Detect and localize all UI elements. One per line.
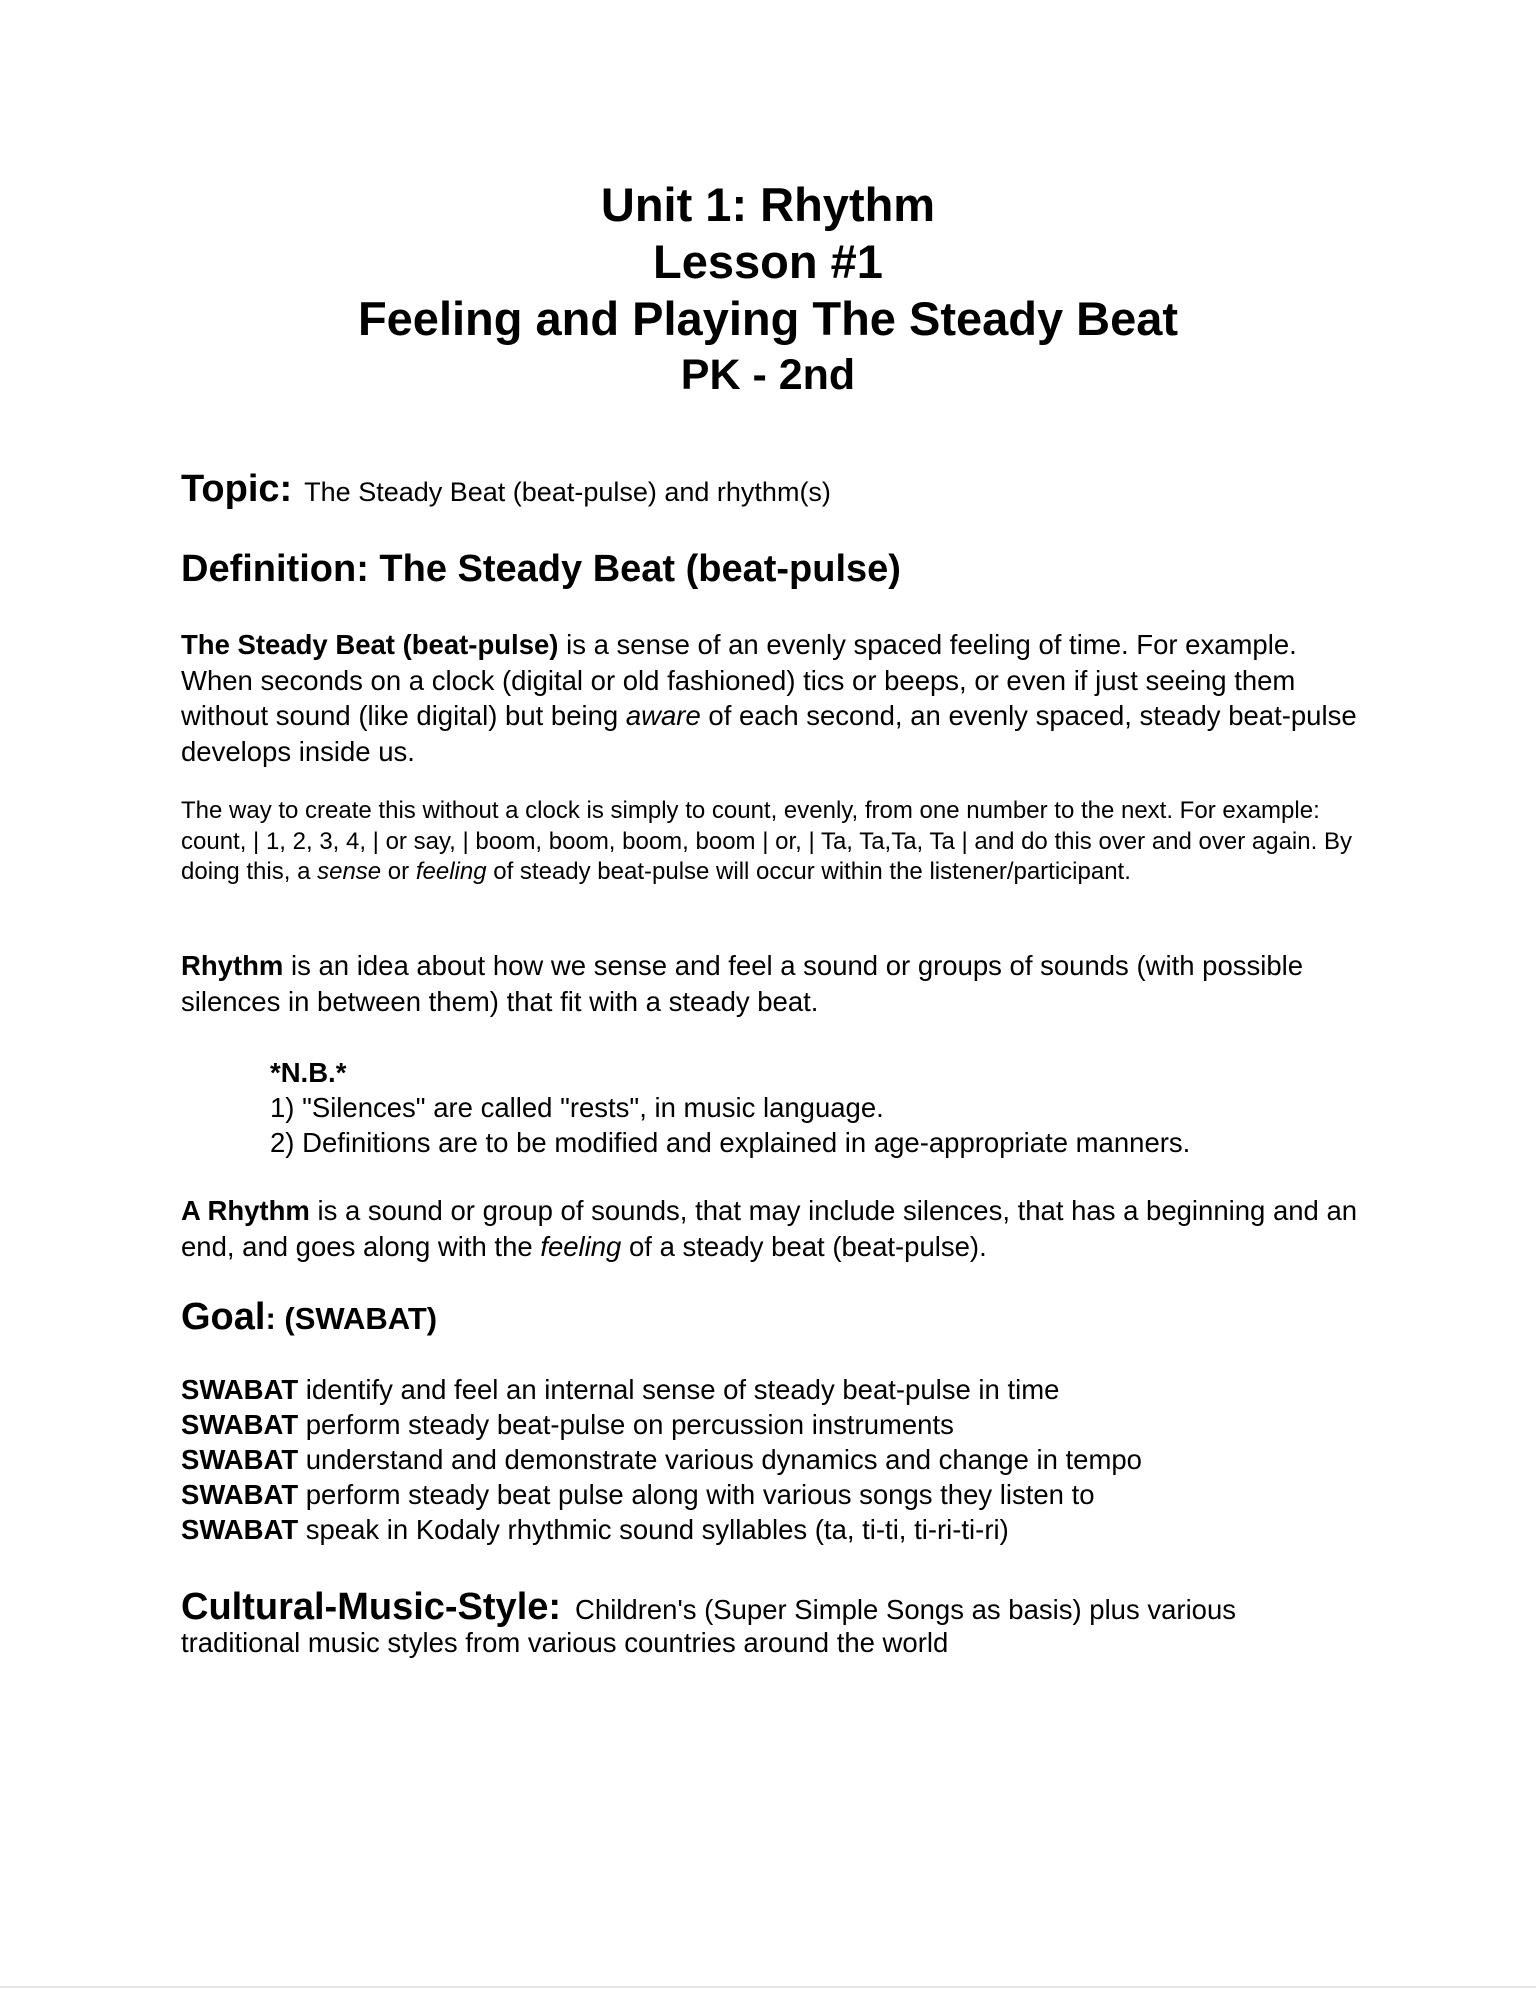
rhythm-paragraph	[181, 948, 1361, 1019]
emphasis-text: sense	[317, 858, 382, 885]
paragraph-text: The way to create this without a clock is simply to count, evenly, from one number to the next. For example: count, | 1, 2, 3, 4, | or say, | boom, boom, boom, boom | or, | Ta, Ta,Ta, Ta | and do this over and over again. By doing this, a	[181, 797, 1352, 885]
goal-prefix: SWABAT	[181, 1514, 299, 1545]
topic-line	[181, 462, 1361, 519]
goal-item	[181, 1407, 1361, 1442]
emphasis-text: aware	[625, 700, 701, 731]
culture-text-continued: traditional music styles from various countries around the world	[181, 1627, 949, 1658]
goal-text: understand and demonstrate various dynamics and change in tempo	[298, 1444, 1142, 1475]
counting-paragraph	[181, 796, 1361, 888]
steady-beat-paragraph	[181, 627, 1361, 769]
unit-title: Unit 1: Rhythm	[600, 178, 936, 231]
lesson-number: Lesson #1	[653, 235, 883, 288]
a-rhythm-paragraph	[181, 1193, 1361, 1264]
steady-beat-term: The Steady Beat (beat-pulse)	[181, 629, 559, 660]
goals-list	[181, 1372, 1361, 1547]
goal-heading	[181, 1291, 1361, 1345]
goal-prefix: SWABAT	[181, 1444, 299, 1475]
topic-label: Topic:	[181, 468, 293, 510]
paragraph-text: of a steady beat (beat-pulse).	[621, 1230, 987, 1262]
rhythm-term: Rhythm	[181, 950, 284, 981]
lesson-name: Feeling and Playing The Steady Beat	[357, 292, 1179, 345]
definition-heading: Definition: The Steady Beat (beat-pulse)	[181, 548, 901, 590]
goal-sublabel: : (SWABAT)	[265, 1301, 438, 1336]
emphasis-text: feeling	[540, 1230, 622, 1262]
paragraph-text: is an idea about how we sense and feel a sound or groups of sounds (with possible silences in between them) that fit with a steady beat.	[181, 950, 1304, 1017]
goal-prefix: SWABAT	[181, 1479, 299, 1510]
paragraph-text: is a sound or group of sounds, that may include silences, that has a beginning and an end, and goes along with the	[181, 1195, 1358, 1262]
nota-bene-label: *N.B.*	[270, 1057, 347, 1088]
nota-bene-item: 1) "Silences" are called "rests", in music language.	[270, 1092, 884, 1123]
topic-text: The Steady Beat (beat-pulse) and rhythm(s)	[304, 477, 831, 507]
paragraph-text: or	[381, 858, 416, 885]
nota-bene-block	[270, 1055, 1370, 1160]
goal-prefix: SWABAT	[181, 1374, 299, 1405]
emphasis-text: feeling	[415, 858, 487, 885]
a-rhythm-term: A Rhythm	[181, 1195, 310, 1226]
paragraph-text: of steady beat-pulse will occur within the listener/participant.	[486, 858, 1131, 885]
goal-label: Goal	[181, 1296, 266, 1338]
goal-prefix: SWABAT	[181, 1409, 299, 1440]
goal-item	[181, 1477, 1361, 1512]
nota-bene-item: 2) Definitions are to be modified and explained in age-appropriate manners.	[270, 1127, 1191, 1158]
paragraph-text: is a sense of an evenly spaced feeling of time. For example. When seconds on a clock (digital or old fashioned) tics or beeps, or even if just seeing them without sound (like digital) but being	[181, 629, 1297, 731]
goal-text: identify and feel an internal sense of steady beat-pulse in time	[298, 1374, 1060, 1405]
paragraph-text: of each second, an evenly spaced, steady beat-pulse develops inside us.	[181, 700, 1357, 767]
goal-item	[181, 1372, 1361, 1407]
goal-text: perform steady beat-pulse on percussion instruments	[298, 1409, 954, 1440]
goal-text: perform steady beat pulse along with various songs they listen to	[298, 1479, 1095, 1510]
goal-item	[181, 1442, 1361, 1477]
culture-label: Cultural-Music-Style:	[181, 1586, 562, 1628]
page-bottom-divider	[0, 1986, 1536, 1988]
culture-text: Children's (Super Simple Songs as basis) plus various	[575, 1594, 1237, 1625]
grade-level: PK - 2nd	[680, 351, 856, 399]
cultural-music-style	[181, 1586, 1361, 1659]
goal-text: speak in Kodaly rhythmic sound syllables (ta, ti-ti, ti-ri-ti-ri)	[298, 1514, 1009, 1545]
page-title	[0, 176, 1536, 404]
goal-item	[181, 1512, 1361, 1547]
